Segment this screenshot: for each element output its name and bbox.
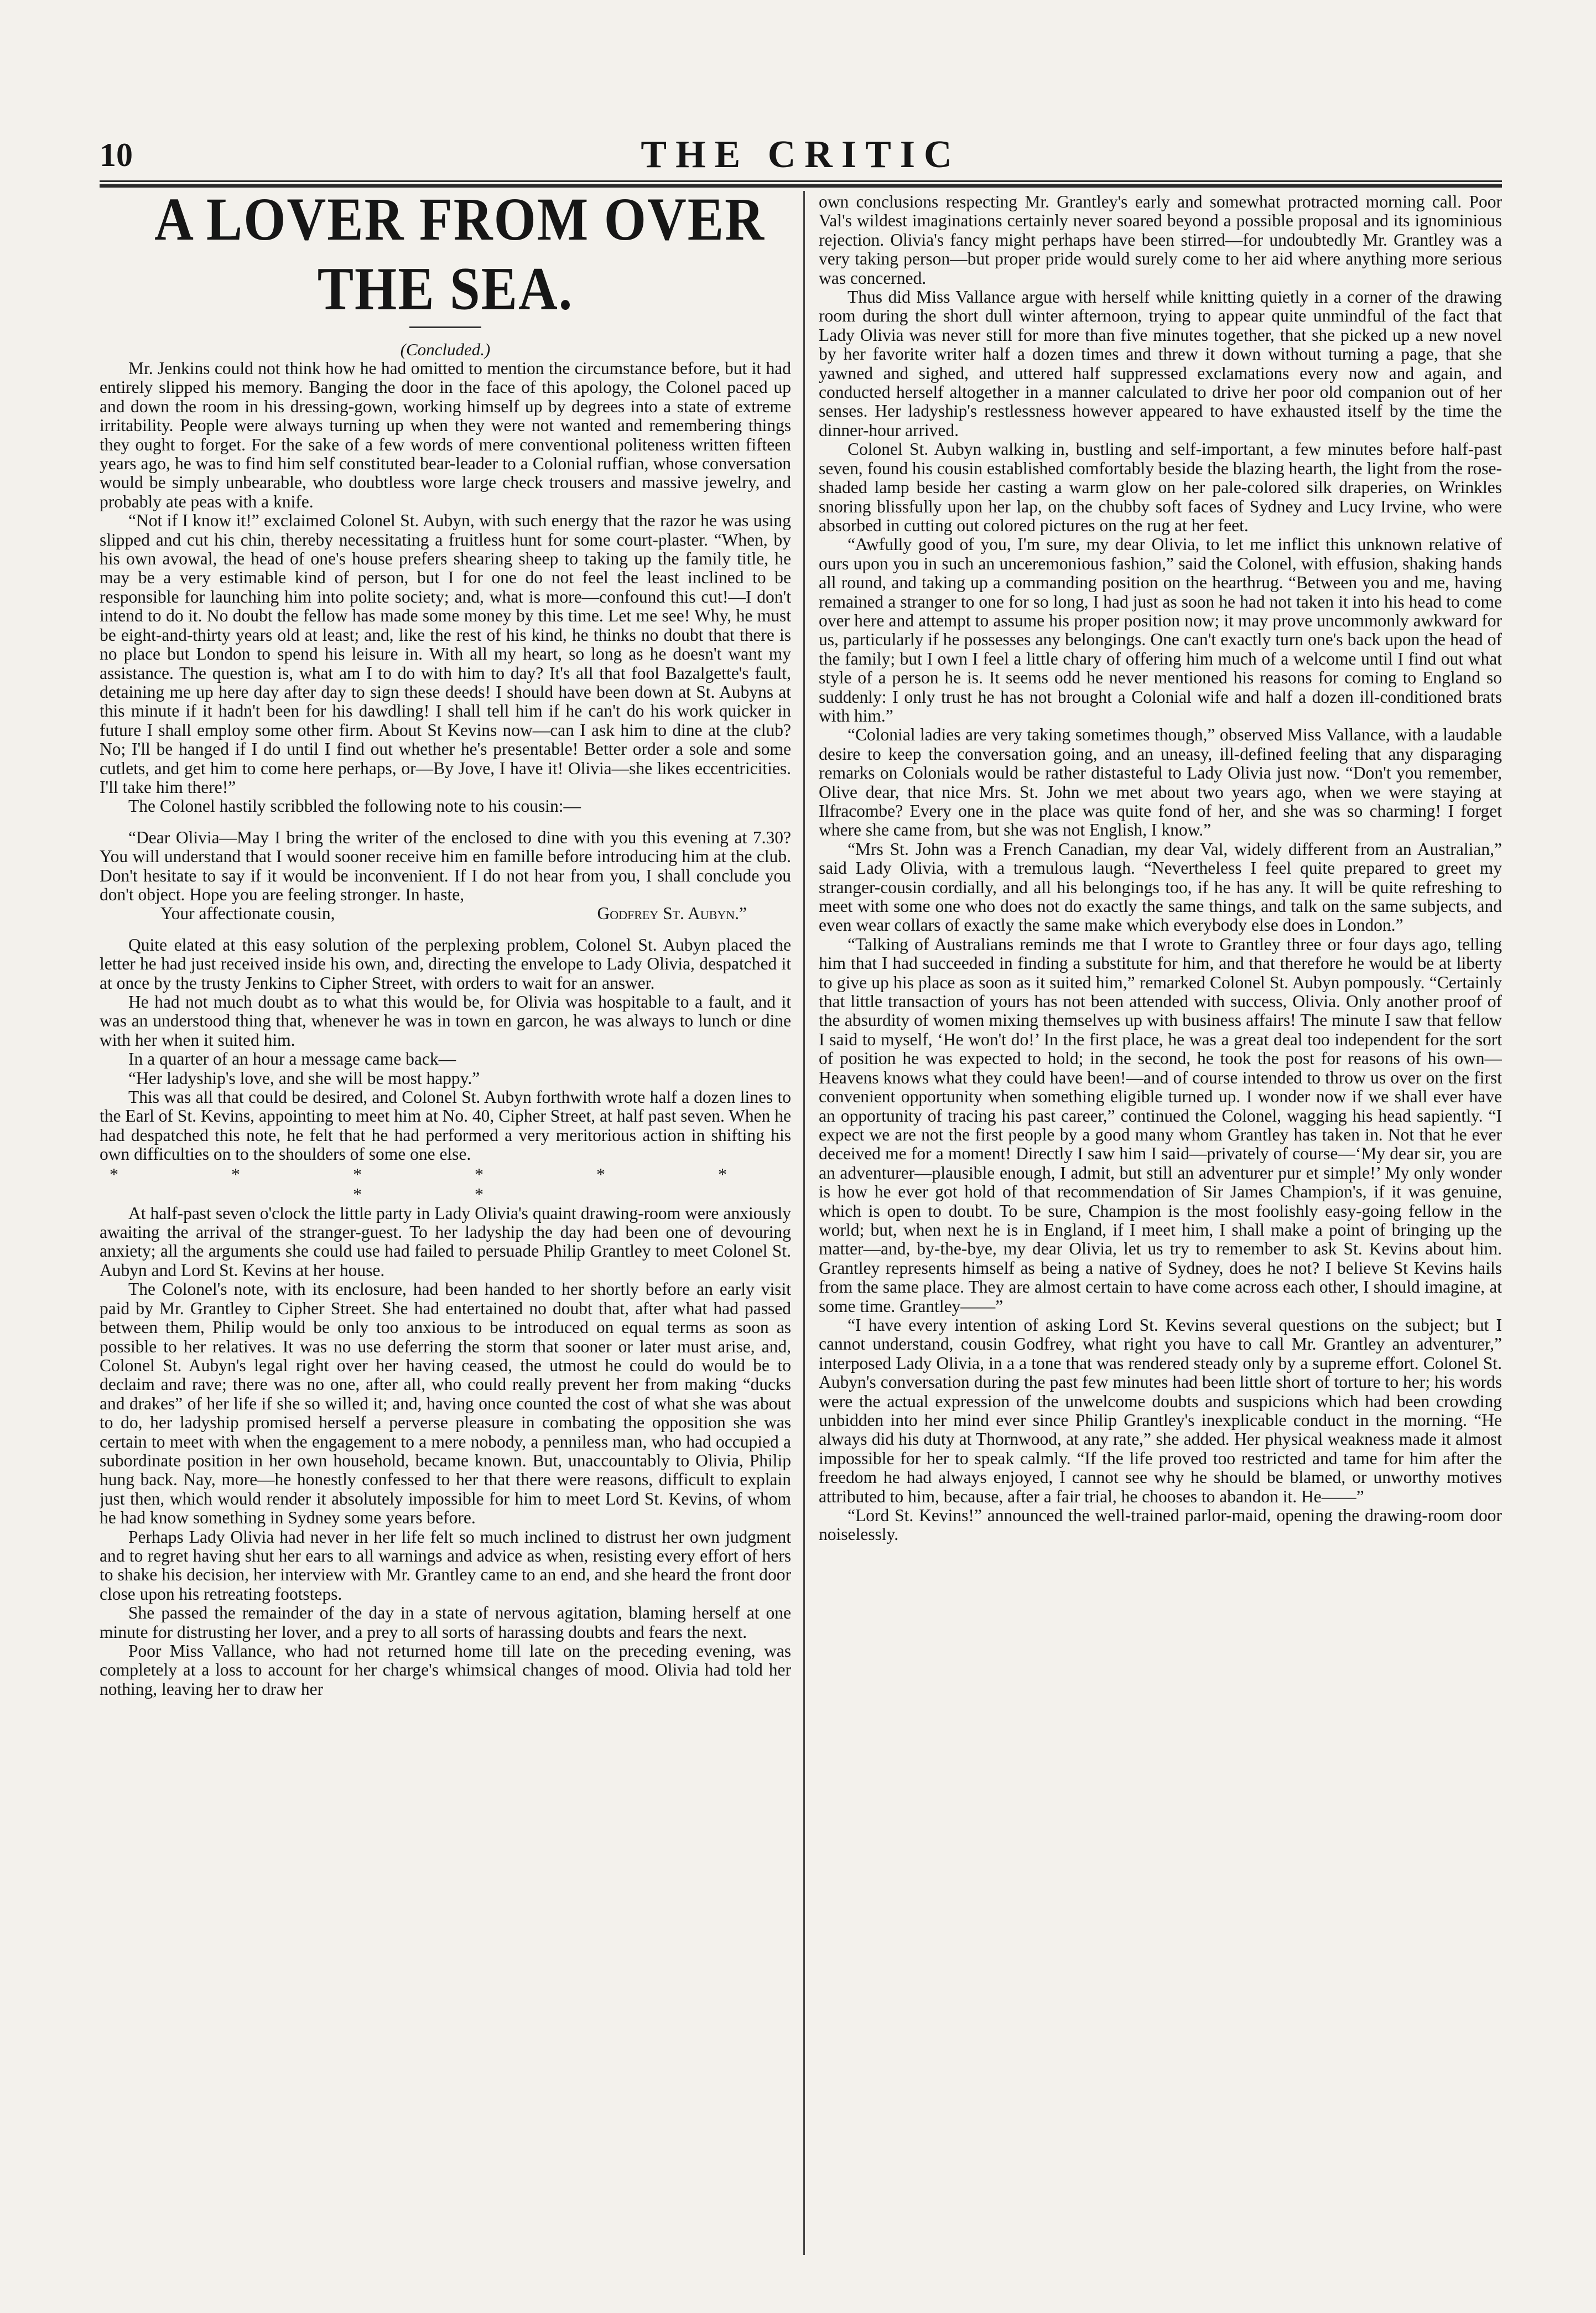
paragraph: “I have every intention of asking Lord St. Kevins several questions on the subject; but I cannot understand, cousin Godfrey, what right you have to call Mr. Grantley an adventurer,” interposed Lady Olivia, in a a tone that was rendered steady only by a supreme effort. Colonel St. Aubyn's conversation during the past few minutes had been little short of torture to her; his words were the actual expression of the unwelcome doubts and suspicions which had been crowding unbidden into her mind ever since Philip Grantley's inexplicable conduct in the morning. “He always did his duty at Thornwood, at any rate,” she added. Her physical weakness made it almost impossible for her to speak calmly. “If the life proved too restricted and tame for him after the freedom he had always enjoyed, I cannot see why he should be blamed, or unworthy motives attributed to him, because, after a fair trial, he chooses to abandon it. He——”	[819, 1315, 1502, 1506]
column-divider	[803, 191, 805, 2255]
paragraph: He had not much doubt as to what this would be, for Olivia was hospitable to a fault, and it was an understood thing that, whenever he was in town en garcon, he was always to lunch or dine with her when it suited him.	[100, 992, 791, 1050]
paragraph: “Mrs St. John was a French Canadian, my dear Val, widely different from an Australian,” said Lady Olivia, with a tremulous laugh. “Nevertheless I feel quite prepared to greet my stranger-cousin cordially, and all his belongings too, if he has any. It will be quite refreshing to meet with some one who does not do exactly the same things, and talk on the same subjects, and even wear collars of exactly the same make which everybody else does in London.”	[819, 839, 1502, 935]
paragraph: The Colonel's note, with its enclosure, had been handed to her shortly before an early visit paid by Mr. Grantley to Cipher Street. She had entertained no doubt that, after what had passed between them, Philip would be only too anxious to be introduced on equal terms as soon as possible to her relatives. It was no use deferring the storm that sooner or later must arise, and, Colonel St. Aubyn's legal right over her having ceased, the utmost he could do would be to declaim and rave; there was no one, after all, who could really prevent her from making “ducks and drakes” of her life if she so willed it; and, having once counted the cost of what she was about to do, her ladyship promised herself a perverse pleasure in combating the opposition she was certain to meet with when the engagement to a mere nobody, a penniless man, who had occupied a subordinate position in her own household, became known. But, unaccountably to Olivia, Philip hung back. Nay, more—he honestly confessed to her that there were reasons, difficult to explain just then, which would render it absolutely impossible for him to meet Lord St. Kevins, of whom he had know something in Sydney some years before.	[100, 1279, 791, 1528]
letter-signoff	[100, 904, 791, 923]
title-rule	[409, 326, 481, 328]
paragraph: This was all that could be desired, and Colonel St. Aubyn forthwith wrote half a dozen lines to the Earl of St. Kevins, appointing to meet him at No. 40, Cipher Street, at half past seven. When he had despatched this note, he felt that he had performed a very meritorious action in shifting his own difficulties on to the shoulders of some one else.	[100, 1087, 791, 1164]
page-header	[100, 133, 1502, 177]
paragraph: own conclusions respecting Mr. Grantley's early and somewhat protracted morning call. Poor Val's wildest imaginations certainly never soared beyond a possible proposal and its ignominious rejection. Olivia's fancy might perhaps have been stirred—for undoubtedly Mr. Grantley was a very taking person—but proper pride would surely come to her aid where anything more serious was concerned.	[819, 193, 1502, 288]
paragraph: The Colonel hastily scribbled the following note to his cousin:—	[128, 796, 581, 816]
journal-title: THE CRITIC	[641, 133, 961, 176]
paragraph: “Her ladyship's love, and she will be most happy.”	[128, 1068, 480, 1088]
paragraph: Colonel St. Aubyn walking in, bustling and self-important, a few minutes before half-past seven, found his cousin established comfortably beside the blazing hearth, the light from the rose-shaded lamp beside her casting a warm glow on her pale-colored silk draperies, on Wrinkles snoring blissfully upon her lap, on the chubby soft faces of Sydney and Lucy Irvine, who were absorbed in cutting out colored pictures on the rug at her feet.	[819, 439, 1502, 535]
paragraph: Perhaps Lady Olivia had never in her life felt so much inclined to distrust her own judgment and to regret having shut her ears to all warnings and advice as when, resisting every effort of hers to shake his decision, her interview with Mr. Grantley came to an end, and she heard the front door close upon his retreating footsteps.	[100, 1527, 791, 1604]
paragraph: In a quarter of an hour a message came back—	[128, 1049, 456, 1069]
letter-closing: Your affectionate cousin,	[160, 904, 335, 924]
letter-signature: Godfrey St. Aubyn.”	[597, 904, 747, 924]
paragraph: She passed the remainder of the day in a state of nervous agitation, blaming herself at one minute for distrusting her lover, and a prey to all sorts of harassing doubts and fears the next.	[100, 1603, 791, 1642]
letter-to-olivia	[100, 828, 791, 924]
paragraph: “Lord St. Kevins!” announced the well-trained parlor-maid, opening the drawing-room door noiselessly.	[819, 1506, 1502, 1544]
right-column	[819, 193, 1502, 2257]
section-break: * * * * * * * *	[110, 1164, 781, 1204]
header-rule-thick	[100, 184, 1502, 188]
header-rule-thin	[100, 180, 1502, 182]
page-number: 10	[100, 137, 133, 173]
paragraph: “Not if I know it!” exclaimed Colonel St. Aubyn, with such energy that the razor he was using slipped and cut his chin, thereby necessitating a fruitless hunt for some court-plaster. “When, by his own avowal, the head of one's house prefers shearing sheep to taking up the family title, he may be a very estimable kind of person, but I for one do not feel the least inclined to be responsible for launching him into polite society; and, what is more—confound this cut!—I don't intend to do it. No doubt the fellow has made some money by this time. Let me see! Why, he must be eight-and-thirty years old at least; and, like the rest of his kind, he thinks no doubt that there is no place but London to spend his leisure in. With all my heart, so long as he doesn't want my assistance. The question is, what am I to do with him to day? It's all that fool Bazalgette's fault, detaining me up here day after day to sign these deeds! I should have been down at St. Aubyns at this minute if it hadn't been for his dawdling! I shall tell him if he can't do his work quicker in future I shall employ some other firm. About St Kevins now—can I ask him to dine at the club? No; I'll be hanged if I do until I find out whether he's presentable! Better order a sole and some cutlets, and get him to come here perhaps, or—By Jove, I have it! Olivia—she likes eccentricities. I'll take him there!”	[100, 511, 791, 797]
story-subtitle: (Concluded.)	[400, 340, 491, 359]
paragraph: “Talking of Australians reminds me that I wrote to Grantley three or four days ago, telling him that I had succeeded in finding a substitute for him, and that therefore he would be at liberty to give up his place as soon as it suited him,” remarked Colonel St. Aubyn pompously. “Certainly that little transaction of yours has not been attended with success, Olivia. Only another proof of the absurdity of women mixing themselves up with business affairs! The minute I saw that fellow I said to myself, ‘He won't do!’ In the first place, he was a great deal too independent for the sort of position he was expected to hold; in the second, he took the post for reasons of his own—Heavens knows what they could have been!—and of course intended to throw us over on the first convenient opportunity when something eligible turned up. I wonder now if we shall ever have an opportunity of tracing his past career,” continued the Colonel, wagging his head sapiently. “I expect we are not the first people by a good many whom Grantley has taken in. Not that he ever deceived me for a moment! Directly I saw him I said—privately of course—‘My dear sir, you are an adventurer—plausible enough, I admit, but still an adventurer pur et simple!’ My only wonder is how he ever got hold of that recommendation of Sir James Champion's, if it was genuine, which is open to doubt. To be sure, Champion is the most foolishly easy-going fellow in the world; but, when next he is in England, if I meet him, I shall make a point of bringing up the matter—and, by-the-bye, my dear Olivia, let us try to remember to ask St. Kevins about him. Grantley represents himself as being a native of Sydney, does he not? I believe St Kevins hails from the same place. They are almost certain to have come across each other, I should imagine, at some time. Grantley——”	[819, 934, 1502, 1316]
paragraph: Thus did Miss Vallance argue with herself while knitting quietly in a corner of the drawing room during the short dull winter afternoon, trying to appear quite unmindful of the fact that Lady Olivia was never still for more than five minutes together, that she picked up a new novel by her favorite writer half a dozen times and threw it down without turning a page, that she yawned and sighed, and uttered half suppressed exclamations every now and again, and conducted herself altogether in a manner calculated to drive her poor old companion out of her senses. Her ladyship's restlessness however appeared to have exhausted itself by the time the dinner-hour arrived.	[819, 287, 1502, 440]
paragraph: Mr. Jenkins could not think how he had omitted to mention the circumstance before, but it had entirely slipped his memory. Banging the door in the face of this apology, the Colonel paced up and down the room in his dressing-gown, working himself up by degrees into a state of extreme irritability. People were always turning up when they were not wanted and remembering things they ought to forget. For the sake of a few words of mere conventional politeness written fifteen years ago, he was to find him self constituted bear-leader to a Colonial ruffian, whose conversation would be simply unbearable, who doubtless wore large check trousers and massive jewelry, and probably ate peas with a knife.	[100, 359, 791, 511]
paragraph: “Colonial ladies are very taking sometimes though,” observed Miss Vallance, with a laudable desire to keep the conversation going, and an uneasy, ill-defined feeling that any disparaging remarks on Colonials would be rather distasteful to Lady Olivia just now. “Don't you remember, Olive dear, that nice Mrs. St. John we met about two years ago, when we were staying at Ilfracombe? Every one in the place was quite fond of her, and she was so charming! I forget where she came from, but she was not English, I know.”	[819, 725, 1502, 840]
left-column	[100, 193, 791, 2257]
paragraph: Quite elated at this easy solution of the perplexing problem, Colonel St. Aubyn placed the letter he had just received inside his own, and, directing the envelope to Lady Olivia, despatched it at once by the trusty Jenkins to Cipher Street, with orders to wait for an answer.	[100, 935, 791, 993]
paragraph: Poor Miss Vallance, who had not returned home till late on the preceding evening, was completely at a loss to account for her charge's whimsical changes of mood. Olivia had told her nothing, leaving her to draw her	[100, 1641, 791, 1699]
letter-body: “Dear Olivia—May I bring the writer of the enclosed to dine with you this evening at 7.30? You will understand that I would sooner receive him en famille before introducing him at the club. Don't hesitate to say if it would be inconvenient. If I do not hear from you, I shall conclude you don't object. Hope you are feeling stronger. In haste,	[100, 827, 791, 904]
story-title: A LOVER FROM OVER THE SEA.	[154, 193, 765, 323]
paragraph: At half-past seven o'clock the little party in Lady Olivia's quaint drawing-room were anxiously awaiting the arrival of the stranger-guest. To her ladyship the day had been one of devouring anxiety; all the arguments she could use had failed to persuade Philip Grantley to meet Colonel St. Aubyn and Lord St. Kevins at her house.	[100, 1203, 791, 1280]
paragraph: “Awfully good of you, I'm sure, my dear Olivia, to let me inflict this unknown relative of ours upon you in such an unceremonious fashion,” said the Colonel, with effusion, shaking hands all round, and taking up a commanding position on the hearthrug. “Between you and me, having remained a stranger to one for so long, I had just as soon he had not taken it into his head to come over here and attempt to assume his proper position now; it may prove uncommonly awkward for us, particularly if he possesses any belongings. One can't exactly turn one's back upon the head of the family; but I own I feel a little chary of offering him much of a welcome until I find out what style of a person he is. It seems odd he never mentioned his reasons for coming to England so suddenly: I only trust he has not brought a Colonial wife and half a dozen ill-conditioned brats with him.”	[819, 535, 1502, 725]
